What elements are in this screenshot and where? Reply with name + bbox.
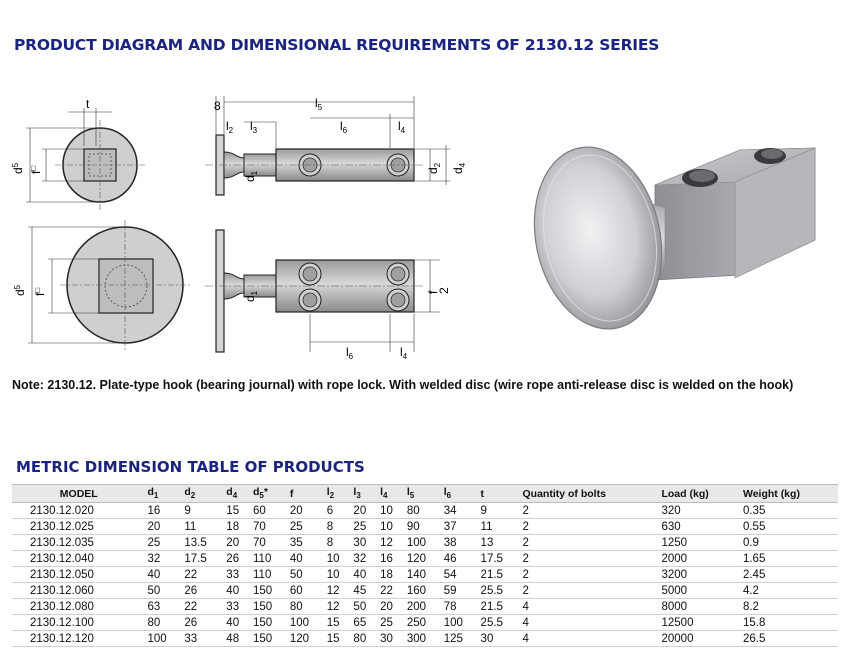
cell-weight: 0.55 — [741, 519, 838, 535]
cell-load: 20000 — [659, 631, 740, 647]
cell-t: 30 — [479, 631, 521, 647]
cell-l5: 200 — [405, 599, 442, 615]
svg-text:l4: $l_4$ — [398, 119, 406, 135]
table-row — [12, 615, 838, 631]
header-l6: $l_6$ — [442, 485, 479, 503]
cell-f: 120 — [288, 631, 325, 647]
cell-d4: 15 — [224, 503, 251, 519]
table-row — [12, 631, 838, 647]
cell-quantity-of-bolts: 4 — [521, 615, 660, 631]
cell-t: 21.5 — [479, 599, 521, 615]
cell-model: 2130.12.120 — [12, 631, 145, 647]
cell-l5: 160 — [405, 583, 442, 599]
note-text: Note: 2130.12. Plate-type hook (bearing journal) with rope lock. With welded disc (wire rope anti-release disc is welded on the hook) — [12, 378, 794, 392]
cell-d1: 80 — [145, 615, 182, 631]
cell-l3: 32 — [351, 551, 378, 567]
cell-t: 13 — [479, 535, 521, 551]
cell-d4: 40 — [224, 615, 251, 631]
cell-l3: 80 — [351, 631, 378, 647]
svg-text:d5: $d^5$ — [13, 284, 27, 296]
cell-d5: 150 — [251, 599, 288, 615]
cell-d5: 150 — [251, 631, 288, 647]
cell-l4: 25 — [378, 615, 405, 631]
cell-l6: 46 — [442, 551, 479, 567]
header-d1: $d_1$ — [145, 485, 182, 503]
cell-d2: 17.5 — [182, 551, 224, 567]
svg-text:f□: f□ — [29, 165, 43, 174]
cell-quantity-of-bolts: 2 — [521, 551, 660, 567]
svg-text:f: f — [426, 290, 440, 294]
cell-weight: 1.65 — [741, 551, 838, 567]
svg-text:8: 8 — [214, 99, 221, 113]
table-row — [12, 503, 838, 519]
svg-text:d2: $d_2$ — [426, 162, 442, 174]
cell-f: 100 — [288, 615, 325, 631]
end-view-top — [11, 97, 145, 210]
cell-l2: 15 — [325, 631, 352, 647]
cell-d1: 32 — [145, 551, 182, 567]
cell-l2: 12 — [325, 583, 352, 599]
cell-l5: 300 — [405, 631, 442, 647]
cell-f: 20 — [288, 503, 325, 519]
page-title: PRODUCT DIAGRAM AND DIMENSIONAL REQUIREMENTS OF 2130.12 SERIES — [14, 36, 660, 54]
cell-f: 60 — [288, 583, 325, 599]
cell-f: 80 — [288, 599, 325, 615]
cell-l6: 54 — [442, 567, 479, 583]
header-load: Load (kg) — [659, 485, 740, 503]
cell-l6: 100 — [442, 615, 479, 631]
cell-l6: 59 — [442, 583, 479, 599]
table-row — [12, 551, 838, 567]
cell-quantity-of-bolts: 4 — [521, 599, 660, 615]
cell-d4: 33 — [224, 567, 251, 583]
header-l5: $l_5$ — [405, 485, 442, 503]
cell-t: 11 — [479, 519, 521, 535]
cell-l3: 30 — [351, 535, 378, 551]
svg-text:d1: $d_1$ — [243, 290, 259, 302]
cell-weight: 8.2 — [741, 599, 838, 615]
dimension-table — [12, 484, 838, 647]
cell-d1: 16 — [145, 503, 182, 519]
top-view-bottom — [205, 230, 451, 361]
cell-load: 8000 — [659, 599, 740, 615]
cell-d2: 22 — [182, 599, 224, 615]
end-view-bottom — [13, 220, 190, 352]
cell-f: 50 — [288, 567, 325, 583]
cell-d2: 13.5 — [182, 535, 224, 551]
cell-l5: 80 — [405, 503, 442, 519]
cell-weight: 0.35 — [741, 503, 838, 519]
cell-l6: 78 — [442, 599, 479, 615]
cell-t: 9 — [479, 503, 521, 519]
cell-l4: 30 — [378, 631, 405, 647]
cell-l6: 37 — [442, 519, 479, 535]
table-header-row — [12, 485, 838, 503]
header-f: f — [288, 485, 325, 503]
cell-l4: 12 — [378, 535, 405, 551]
cell-d5: 150 — [251, 583, 288, 599]
cell-load: 5000 — [659, 583, 740, 599]
cell-l4: 18 — [378, 567, 405, 583]
cell-model: 2130.12.050 — [12, 567, 145, 583]
svg-text:l3: $l_3$ — [250, 119, 258, 135]
header-l2: $l_2$ — [325, 485, 352, 503]
cell-l5: 90 — [405, 519, 442, 535]
cell-t: 21.5 — [479, 567, 521, 583]
cell-d1: 63 — [145, 599, 182, 615]
cell-d4: 26 — [224, 551, 251, 567]
cell-f: 35 — [288, 535, 325, 551]
product-diagram — [0, 90, 850, 370]
header-d5: $d_5*$ — [251, 485, 288, 503]
table-row — [12, 599, 838, 615]
cell-l3: 25 — [351, 519, 378, 535]
cell-t: 25.5 — [479, 583, 521, 599]
svg-text:d1: $d_1$ — [243, 170, 259, 182]
cell-load: 12500 — [659, 615, 740, 631]
cell-load: 3200 — [659, 567, 740, 583]
svg-text:d4: $d_4$ — [451, 162, 467, 174]
cell-d2: 11 — [182, 519, 224, 535]
cell-d1: 25 — [145, 535, 182, 551]
table-row — [12, 535, 838, 551]
cell-model: 2130.12.035 — [12, 535, 145, 551]
cell-d1: 40 — [145, 567, 182, 583]
label-t: t — [86, 97, 90, 111]
cell-l6: 34 — [442, 503, 479, 519]
cell-d5: 110 — [251, 551, 288, 567]
cell-d2: 33 — [182, 631, 224, 647]
cell-weight: 2.45 — [741, 567, 838, 583]
svg-text:2: 2 — [437, 287, 451, 294]
cell-l3: 20 — [351, 503, 378, 519]
cell-l3: 50 — [351, 599, 378, 615]
cell-l2: 8 — [325, 535, 352, 551]
cell-l4: 16 — [378, 551, 405, 567]
svg-text:l4: $l_4$ — [400, 345, 408, 361]
svg-text:l6: $l_6$ — [346, 345, 354, 361]
table-row — [12, 567, 838, 583]
header-d2: $d_2$ — [182, 485, 224, 503]
side-view-top — [205, 96, 467, 195]
cell-l2: 8 — [325, 519, 352, 535]
cell-model: 2130.12.060 — [12, 583, 145, 599]
cell-t: 25.5 — [479, 615, 521, 631]
header-quantity-of-bolts: Quantity of bolts — [521, 485, 660, 503]
cell-weight: 4.2 — [741, 583, 838, 599]
cell-d2: 22 — [182, 567, 224, 583]
cell-d4: 33 — [224, 599, 251, 615]
header-l3: $l_3$ — [351, 485, 378, 503]
cell-d4: 48 — [224, 631, 251, 647]
cell-l4: 22 — [378, 583, 405, 599]
svg-text:l2: $l_2$ — [226, 119, 234, 135]
cell-l3: 45 — [351, 583, 378, 599]
cell-l6: 38 — [442, 535, 479, 551]
cell-l5: 120 — [405, 551, 442, 567]
cell-l3: 65 — [351, 615, 378, 631]
cell-d5: 60 — [251, 503, 288, 519]
cell-load: 630 — [659, 519, 740, 535]
cell-quantity-of-bolts: 4 — [521, 631, 660, 647]
product-render — [518, 135, 815, 341]
cell-load: 320 — [659, 503, 740, 519]
cell-d5: 70 — [251, 535, 288, 551]
header-d4: $d_4$ — [224, 485, 251, 503]
cell-d1: 100 — [145, 631, 182, 647]
cell-quantity-of-bolts: 2 — [521, 567, 660, 583]
cell-model: 2130.12.040 — [12, 551, 145, 567]
cell-d5: 110 — [251, 567, 288, 583]
cell-l5: 100 — [405, 535, 442, 551]
table-row — [12, 519, 838, 535]
cell-load: 2000 — [659, 551, 740, 567]
cell-weight: 15.8 — [741, 615, 838, 631]
cell-l4: 10 — [378, 519, 405, 535]
cell-d2: 26 — [182, 615, 224, 631]
cell-l5: 250 — [405, 615, 442, 631]
cell-model: 2130.12.080 — [12, 599, 145, 615]
header-model: MODEL — [12, 485, 145, 503]
cell-t: 17.5 — [479, 551, 521, 567]
cell-l3: 40 — [351, 567, 378, 583]
table-row — [12, 583, 838, 599]
cell-d2: 9 — [182, 503, 224, 519]
header-weight: Weight (kg) — [741, 485, 838, 503]
svg-text:d5: $d^5$ — [11, 162, 25, 174]
svg-text:l6: $l_6$ — [340, 119, 348, 135]
cell-d4: 18 — [224, 519, 251, 535]
cell-d4: 40 — [224, 583, 251, 599]
cell-l4: 10 — [378, 503, 405, 519]
cell-f: 25 — [288, 519, 325, 535]
cell-quantity-of-bolts: 2 — [521, 503, 660, 519]
table-title: METRIC DIMENSION TABLE OF PRODUCTS — [16, 458, 365, 476]
cell-load: 1250 — [659, 535, 740, 551]
svg-text:l5: $l_5$ — [315, 96, 323, 112]
header-l4: $l_4$ — [378, 485, 405, 503]
cell-l6: 125 — [442, 631, 479, 647]
cell-d1: 20 — [145, 519, 182, 535]
cell-l5: 140 — [405, 567, 442, 583]
cell-d1: 50 — [145, 583, 182, 599]
cell-model: 2130.12.025 — [12, 519, 145, 535]
cell-d5: 150 — [251, 615, 288, 631]
cell-model: 2130.12.100 — [12, 615, 145, 631]
svg-text:f□: f□ — [33, 287, 47, 296]
cell-l2: 12 — [325, 599, 352, 615]
cell-quantity-of-bolts: 2 — [521, 583, 660, 599]
cell-l2: 6 — [325, 503, 352, 519]
cell-d4: 20 — [224, 535, 251, 551]
cell-l2: 10 — [325, 551, 352, 567]
cell-l4: 20 — [378, 599, 405, 615]
cell-quantity-of-bolts: 2 — [521, 535, 660, 551]
cell-quantity-of-bolts: 2 — [521, 519, 660, 535]
cell-f: 40 — [288, 551, 325, 567]
cell-d2: 26 — [182, 583, 224, 599]
cell-l2: 10 — [325, 567, 352, 583]
cell-weight: 26.5 — [741, 631, 838, 647]
cell-d5: 70 — [251, 519, 288, 535]
cell-model: 2130.12.020 — [12, 503, 145, 519]
cell-weight: 0.9 — [741, 535, 838, 551]
header-t: t — [479, 485, 521, 503]
cell-l2: 15 — [325, 615, 352, 631]
